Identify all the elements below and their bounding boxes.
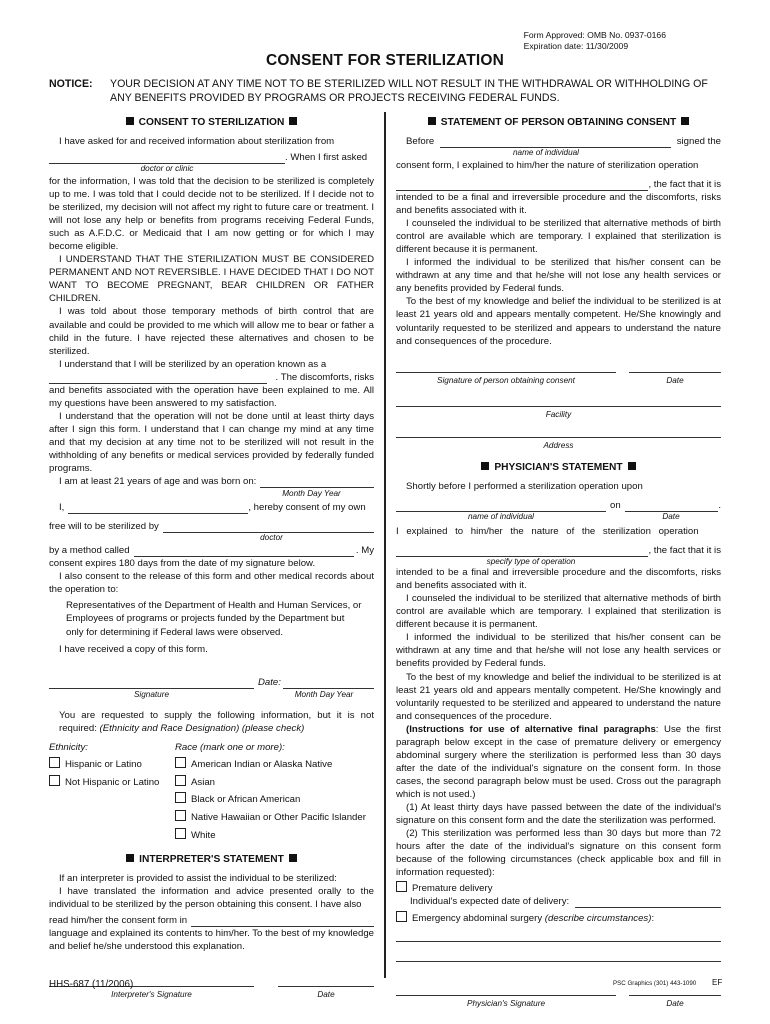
statement-p4: I informed the individual to be sterilized that his/her consent can be withdrawn at any time and that he/she will not lose any health services or any benefits provided by Federal funds. [396, 257, 721, 295]
checkbox[interactable] [175, 775, 186, 786]
info-request-italic: (Ethnicity and Race Designation) (please check) [99, 722, 305, 734]
checkbox[interactable] [49, 775, 60, 786]
column-divider [384, 112, 386, 978]
physician-instructions: (Instructions for use of alternative final paragraphs: Use the first paragraph below except in the case of premature delivery or emergency abdominal surgery where the sterilization is performed less than 30 days after the date of the individual's signature on the consent form. In those cases, the second paragraph below must be used. Cross out the paragraph which is not used.) [396, 723, 721, 800]
physician-p1: Shortly before I performed a sterilization operation upon [406, 480, 643, 492]
statement-p2: intended to be a final and irreversible procedure and the discomforts, risks and benefits associated with it. [396, 192, 721, 217]
form-number: HHS-687 (11/2006) [49, 979, 134, 990]
printer-credit: PSC Graphics (301) 443-1090 [613, 980, 697, 987]
race-label: Race (mark one or more): [175, 741, 285, 753]
square-bullet-icon [428, 117, 436, 125]
checkbox[interactable] [175, 792, 186, 803]
race-option-hawaiian[interactable]: Native Hawaiian or Other Pacific Islander [175, 810, 374, 824]
physician-p4: I counseled the individual to be sterilized that alternative methods of birth control are available which are temporary. I explained that sterilization is different because it is permanent. [396, 593, 721, 631]
consent-p7b: , hereby consent of my own [248, 502, 366, 514]
footer-code: EF [712, 978, 723, 987]
consent-p1b: . When I first asked [285, 151, 368, 163]
language-field[interactable] [191, 917, 374, 927]
checkbox[interactable] [396, 881, 407, 892]
interpreter-p3: read him/her the consent form in [49, 915, 188, 927]
consent-p1a: I have asked for and received information about sterilization from [59, 135, 335, 147]
physician-signature-field[interactable]: Physician's Signature [396, 995, 616, 1009]
obtainer-signature-field[interactable]: Signature of person obtaining consent [396, 372, 616, 386]
ethnicity-option-not-hispanic[interactable]: Not Hispanic or Latino [49, 775, 175, 789]
ethnicity-label: Ethnicity: [49, 741, 88, 753]
caption-month-day-year: Month Day Year [282, 489, 341, 499]
statement-p1: consent form, I explained to him/her the nature of sterilization operation [396, 159, 699, 171]
physician-alt2: (2) This sterilization was performed less than 30 days but more than 72 hours after the date of the individual's signature on this consent form because of the following circumstances (check applicable box and fill in information requested): [396, 828, 721, 879]
caption-sterilization-date: Date [662, 512, 680, 522]
caption-name-of-individual: name of individual [513, 147, 579, 157]
consent-section [49, 113, 374, 1000]
sterilization-date-field[interactable] [625, 502, 719, 512]
consent-p1c: for the information, I was told that the decision to be sterilized is completely up to me. I was told that I could decide not to be sterilized. If I decide not to be sterilized, my decision will not affect my right to future care or treatment. I will not lose any help or benefits from programs receiving Federal Funds, such as A.F.D.C. or Medicaid that I am now getting or for which I may become eligible. [49, 175, 374, 253]
ethnicity-option-hispanic[interactable]: Hispanic or Latino [49, 757, 175, 771]
caption-doctor-clinic: doctor or clinic [140, 163, 194, 173]
statement-before: Before [406, 135, 435, 147]
demographics [49, 741, 374, 845]
physician-fact: , the fact that it is [648, 545, 721, 557]
expected-delivery-field[interactable] [575, 898, 721, 908]
statement-heading: STATEMENT OF PERSON OBTAINING CONSENT [396, 116, 721, 130]
consent-p6: I am at least 21 years of age and was born on: [59, 476, 257, 488]
interpreter-date-field[interactable]: Date [278, 986, 374, 1000]
caption-signature: Signature [133, 689, 170, 699]
consent-p8: I also consent to the release of this form and other medical records about the operation to: [49, 571, 374, 596]
omb-notice [524, 30, 666, 52]
checkbox[interactable] [175, 828, 186, 839]
statement-operation-field[interactable] [396, 181, 648, 191]
consent-heading: CONSENT TO STERILIZATION [49, 116, 374, 130]
caption-physician-name: name of individual [468, 512, 534, 522]
notice-text: YOUR DECISION AT ANY TIME NOT TO BE STERILIZED WILL NOT RESULT IN THE WITHDRAWAL OR WITHHOLDING OF ANY BENEFITS PROVIDED BY PROGRAMS OR PROJECTS RECEIVING FEDERAL FUNDS. [110, 78, 708, 105]
facility-field[interactable]: Facility [396, 406, 721, 420]
doctor-clinic-field[interactable] [49, 154, 285, 164]
consent-p4c: and benefits associated with the operation have been explained to me. All my questions have been answered to my satisfaction. [49, 384, 374, 409]
premature-option[interactable]: Premature delivery [396, 881, 721, 895]
race-option-black[interactable]: Black or African American [175, 792, 374, 806]
checkbox[interactable] [175, 810, 186, 821]
consent-p4a: I understand that I will be sterilized by an operation known as a [59, 358, 327, 370]
square-bullet-icon [289, 854, 297, 862]
expiration-date: Expiration date: 11/30/2009 [523, 41, 629, 52]
consent-p7d: by a method called [49, 545, 130, 557]
method-field[interactable] [134, 547, 354, 557]
consent-p2: I UNDERSTAND THAT THE STERILIZATION MUST BE CONSIDERED PERMANENT AND NOT REVERSIBLE. I HAVE DECIDED THAT I DO NOT WANT TO BECOME PREGNANT, BEAR CHILDREN OR FATHER CHILDREN. [49, 254, 374, 305]
physician-date-field[interactable]: Date [629, 995, 721, 1009]
consent-p7c: free will to be sterilized by [49, 521, 159, 533]
interpreter-p4: language and explained its contents to him/her. To the best of my knowledge and belief he/she understood this explanation. [49, 928, 374, 953]
signature-field[interactable] [49, 679, 254, 689]
circumstances-line-1[interactable] [396, 941, 721, 944]
statement-p5: To the best of my knowledge and belief the individual to be sterilized is at least 21 years old and appears mentally competent. He/She knowingly and voluntarily requested to be sterilized and appears to understand the nature and consequences of the procedure. [396, 296, 721, 347]
interpreter-p1: If an interpreter is provided to assist the individual to be sterilized: [59, 872, 337, 884]
checkbox[interactable] [49, 757, 60, 768]
omb-number: Form Approved: OMB No. 0937-0166 [523, 30, 666, 40]
consent-p7f: consent expires 180 days from the date of my signature below. [49, 558, 316, 570]
physician-on: on [610, 499, 621, 511]
address-field[interactable]: Address [396, 437, 721, 451]
operation-type-field[interactable] [396, 547, 648, 557]
statement-fact: , the fact that it is [648, 178, 721, 190]
square-bullet-icon [126, 854, 134, 862]
square-bullet-icon [481, 462, 489, 470]
physician-heading: PHYSICIAN'S STATEMENT [396, 461, 721, 475]
notice-label: NOTICE: [49, 78, 93, 90]
doctor-field[interactable] [163, 523, 374, 533]
statement-section: STATEMENT OF PERSON OBTAINING CONSENT Before signed the name of individual consent form, I explained to him/her the nature of sterilization operation , the fact that it is intended to be a final and irreversible procedure and the discomforts, risks and benefits associated with it. I counseled the individual to be sterilized that alternative methods of birth control are available which are temporary. I explained that sterilization is different because it is permanent. I informed the individual to be sterilized that his/her consent can be withdrawn at any time and that he/she will not lose any health services or any benefits provided by Federal funds. To the best of my knowledge and belief the individual to be sterilized is at least 21 years old and appears mentally competent. He/She knowingly and voluntarily requested to be sterilized and appears to understand the nature and consequences of the procedure. Signature of person obtaining consent Date Facility Address PHYSICIAN'S STATEMENT Shortly before I performed a sterilization operation upon on . name of individual Date I explained to him/her the nature of the sterilization operation , the fact that it is specify type of operation intended to be a final and irreversible procedure and the discomforts, risks and benefits associated with it. I counseled the individual to be sterilized that alternative methods of birth control are available which are temporary. I explained that sterilization is different because it is permanent. I informed the individual to be sterilized that his/her consent can be withdrawn at any time and that he/she will not lose any health services or benefits provided by Federal funds. To the best of my knowledge and belief the individual to be sterilized is at least 21 years old and appears mentally competent. He/She knowingly and voluntarily requested to be sterilized and appeared to understand the nature and consequences of the procedure. (Instructions for use of alternative final paragraphs: Use the first paragraph below except in the case of premature delivery or emergency abdominal surgery where the sterilization is performed less than 30 days after the date of the individual's signature on the consent form. In those cases, the second paragraph below must be used. Cross out the paragraph which is not used.) (1) At least thirty days have passed between the date of the individual's signature on this consent form and the date the sterilization was performed. (2) This sterilization was performed less than 30 days but more than 72 hours after the date of the individual's signature on this consent form because of the following circumstances (check applicable box and fill in information requested): Premature delivery Individual's expected date of delivery: Emergency abdominal surgery (describe circumstances): Physician's Signature Date [396, 117, 721, 1009]
checkbox[interactable] [396, 911, 407, 922]
consent-p7e: . My [355, 545, 374, 557]
birth-date-field[interactable] [260, 478, 374, 488]
form-title: CONSENT FOR STERILIZATION [265, 52, 505, 69]
operation-name-field[interactable] [49, 374, 267, 384]
interpreter-heading: INTERPRETER'S STATEMENT [49, 853, 374, 867]
signature-date-field[interactable] [283, 679, 374, 689]
consent-release-list: Representatives of the Department of Health and Human Services, or Employees of programs or projects funded by the Department but only for determining if Federal laws were observed. [66, 600, 362, 638]
circumstances-line-2[interactable] [396, 961, 721, 964]
checkbox[interactable] [175, 757, 186, 768]
physician-p5: I informed the individual to be sterilized that his/her consent can be withdrawn at any time and that he/she will not lose any health services or benefits provided by Federal funds. [396, 632, 721, 670]
square-bullet-icon [681, 117, 689, 125]
emergency-italic: (describe circumstances) [544, 913, 652, 925]
consent-p4b: . The discomforts, risks [275, 371, 374, 383]
square-bullet-icon [126, 117, 134, 125]
statement-p3: I counseled the individual to be sterilized that alternative methods of birth control are available which are temporary. I explained that sterilization is different because it is permanent. [396, 218, 721, 256]
caption-month-day-year-2: Month Day Year [294, 689, 354, 699]
date-label: Date: [258, 676, 281, 688]
emergency-option[interactable]: Emergency abdominal surgery (describe circumstances): [396, 911, 721, 925]
race-option-asian[interactable]: Asian [175, 775, 374, 789]
info-request: You are requested to supply the following information, but it is not required: (Ethnicity and Race Designation) (please check) [59, 709, 374, 734]
statement-name-field[interactable] [440, 138, 670, 148]
expected-delivery-label: Individual's expected date of delivery: [410, 896, 570, 908]
consent-p3: I was told about those temporary methods of birth control that are available and could be provided to me which will allow me to bear or father a child in the future. I have rejected these alternatives and chosen to be sterilized. [49, 306, 374, 357]
square-bullet-icon [628, 462, 636, 470]
physician-alt1: (1) At least thirty days have passed between the date of the individual's signature on this consent form and the date the sterilization was performed. [396, 802, 721, 827]
caption-doctor: doctor [260, 533, 283, 543]
physician-p2: I explained to him/her the nature of the sterilization operation [396, 526, 699, 538]
individual-name-field[interactable] [68, 504, 248, 514]
physician-p6: To the best of my knowledge and belief the individual to be sterilized is at least 21 years old and appears mentally competent. He/She knowingly and voluntarily requested to be sterilized and appeared to understand the nature and consequences of the procedure. [396, 671, 721, 722]
obtainer-date-field[interactable]: Date [629, 372, 721, 386]
square-bullet-icon [289, 117, 297, 125]
consent-p5: I understand that the operation will not be done until at least thirty days after I sign this form. I understand that I can change my mind at any time and that my decision at any time not to be sterilized will not result in the withholding of any benefits or medical services provided by federally funded programs. [49, 410, 374, 475]
race-option-american-indian[interactable]: American Indian or Alaska Native [175, 757, 374, 771]
consent-p9: I have received a copy of this form. [59, 643, 208, 655]
statement-signed: signed the [676, 135, 721, 147]
caption-operation-type: specify type of operation [486, 557, 576, 567]
physician-name-field[interactable] [396, 502, 606, 512]
interpreter-signature-field[interactable]: Interpreter's Signature [49, 986, 254, 1000]
race-option-white[interactable]: White [175, 828, 374, 842]
physician-p3: intended to be a final and irreversible procedure and the discomforts, risks and benefits associated with it. [396, 567, 721, 592]
consent-p7a: I, [59, 502, 65, 514]
interpreter-p2: I have translated the information and advice presented orally to the individual to be sterilized by the person obtaining this consent. I have also [49, 885, 374, 911]
